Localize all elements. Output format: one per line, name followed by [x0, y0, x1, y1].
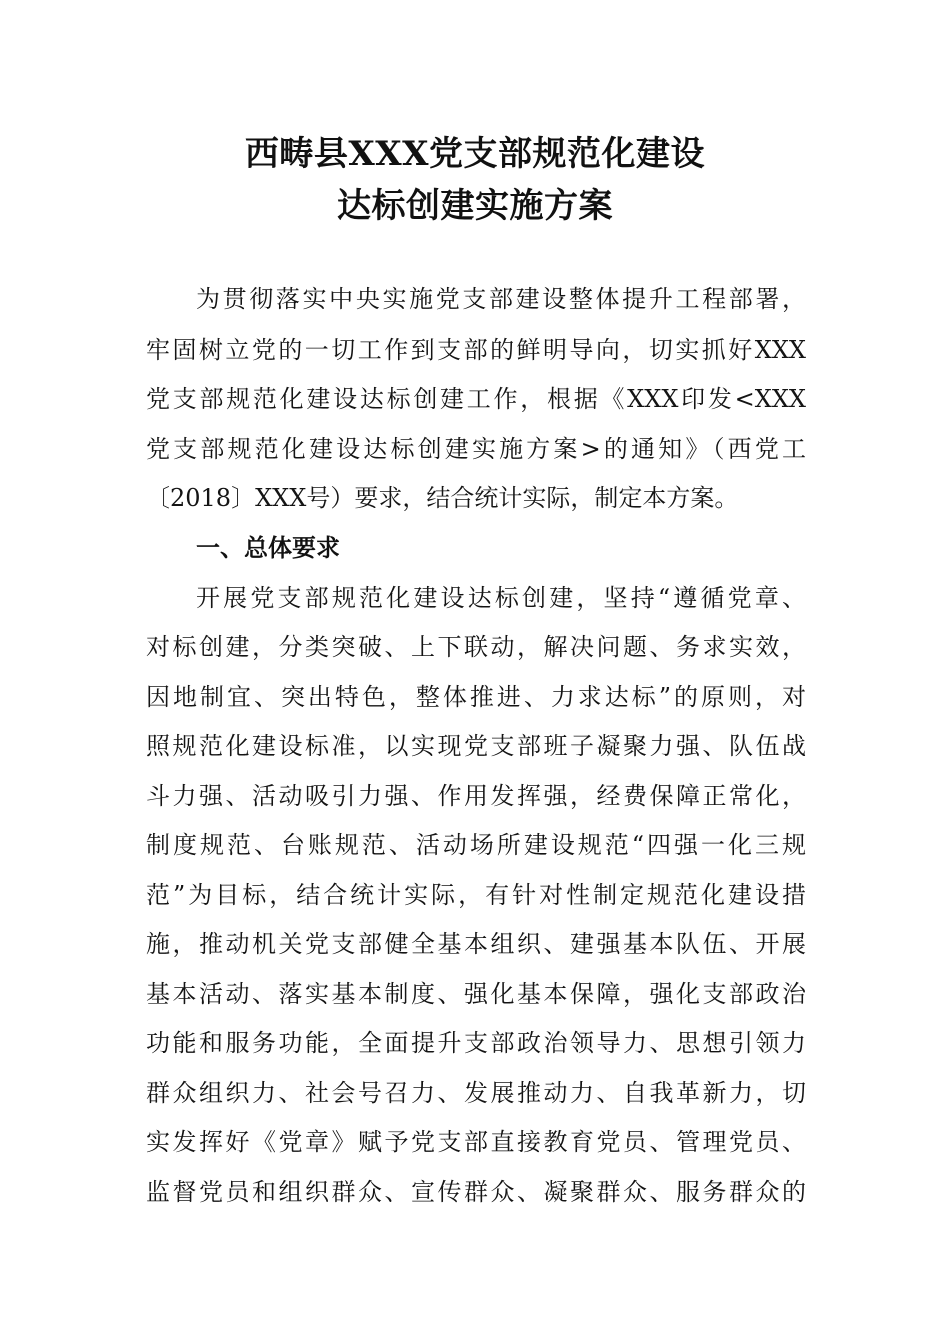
intro-line: 为贯彻落实中央实施党支部建设整体提升工程部署， — [196, 285, 806, 313]
intro-line: 党支部规范化建设达标创建实施方案>的通知》（西党工 — [146, 435, 806, 463]
body-line: 功能和服务功能，全面提升支部政治领导力、思想引领力 — [146, 1029, 806, 1057]
body-line: 实发挥好《党章》赋予党支部直接教育党员、管理党员、 — [146, 1128, 806, 1156]
body-line: 开展党支部规范化建设达标创建，坚持“遵循党章、 — [196, 584, 806, 612]
body-line: 施，推动机关党支部健全基本组织、建强基本队伍、开展 — [146, 930, 806, 958]
section-heading: 一、总体要求 — [196, 534, 340, 562]
body-line: 照规范化建设标准，以实现党支部班子凝聚力强、队伍战 — [146, 732, 806, 760]
intro-line: 党支部规范化建设达标创建工作，根据《XXX印发<XXX — [146, 385, 806, 413]
body-line: 基本活动、落实基本制度、强化基本保障，强化支部政治 — [146, 980, 806, 1008]
intro-line: 〔2018〕XXX号）要求，结合统计实际，制定本方案。 — [146, 484, 739, 512]
body-line: 范”为目标，结合统计实际，有针对性制定规范化建设措 — [146, 881, 806, 909]
body-line: 制度规范、台账规范、活动场所建设规范“四强一化三规 — [146, 831, 806, 859]
body-line: 监督党员和组织群众、宣传群众、凝聚群众、服务群众的 — [146, 1178, 806, 1206]
body-line: 斗力强、活动吸引力强、作用发挥强，经费保障正常化， — [146, 782, 806, 810]
document-title-line-2: 达标创建实施方案 — [337, 186, 613, 226]
document-title-line-1: 西畴县XXX党支部规范化建设 — [244, 134, 706, 174]
body-line: 因地制宜、突出特色，整体推进、力求达标”的原则，对 — [146, 683, 806, 711]
intro-line: 牢固树立党的一切工作到支部的鲜明导向，切实抓好XXX — [146, 336, 806, 364]
body-line: 群众组织力、社会号召力、发展推动力、自我革新力，切 — [146, 1079, 806, 1107]
body-line: 对标创建，分类突破、上下联动，解决问题、务求实效， — [146, 633, 806, 661]
